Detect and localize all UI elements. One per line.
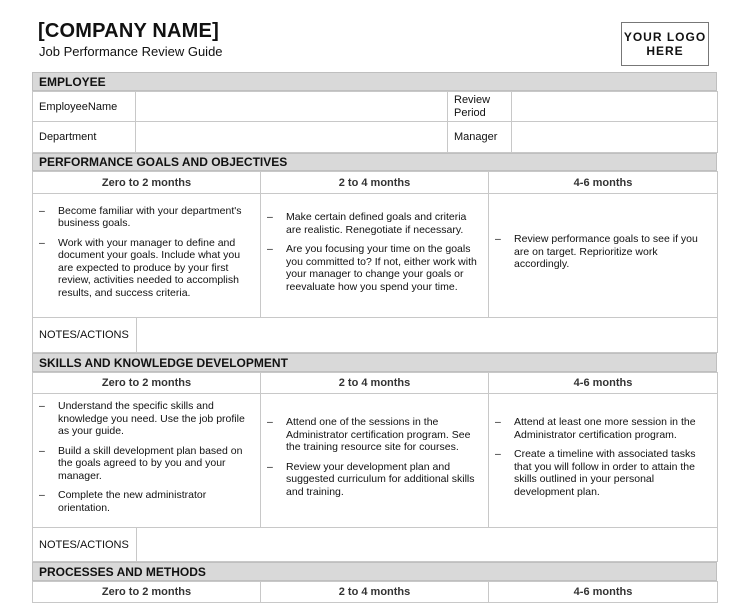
list-item: – Are you focusing your time on the goals you committed to? If not, either work with your manager to change your goals or reevaluate how you spend your time. (267, 243, 482, 293)
col-header-4-6-months: 4-6 months (489, 373, 718, 394)
skills-col3 (489, 394, 718, 528)
col-header-0-2-months: Zero to 2 months (33, 172, 261, 194)
list-item: – Become familiar with your department's business goals. (39, 205, 254, 230)
department-field[interactable] (136, 122, 448, 153)
skills-col2 (261, 394, 489, 528)
list-item: – Work with your manager to define and document your goals. Include what you are expected to produce by your first review, activities needed to accomplish results, and success criteria. (39, 237, 254, 300)
list-item: – Attend at least one more session in the Administrator certification program. (495, 416, 711, 441)
goals-table (32, 171, 718, 353)
list-item: – Build a skill development plan based on the goals agreed to by you and your manager. (39, 445, 254, 483)
company-name: [COMPANY NAME] (38, 20, 219, 42)
goals-col3 (489, 194, 718, 318)
list-item: – Complete the new administrator orientation. (39, 489, 254, 514)
department-label: Department (33, 122, 136, 153)
employee-name-field[interactable] (136, 92, 448, 122)
section-performance-goals: PERFORMANCE GOALS AND OBJECTIVES (32, 153, 717, 171)
processes-table (32, 581, 718, 603)
list-item: – Understand the specific skills and knowledge you need. Use the job profile as your guide. (39, 400, 254, 438)
list-item: – Review your development plan and suggested curriculum for additional skills and training. (267, 461, 482, 499)
skills-col1 (33, 394, 261, 528)
goals-notes-field[interactable] (137, 318, 718, 353)
goals-notes-label: NOTES/ACTIONS (33, 318, 137, 353)
col-header-2-4-months: 2 to 4 months (261, 373, 489, 394)
list-item: – Make certain defined goals and criteria are realistic. Renegotiate if necessary. (267, 211, 482, 236)
list-item: – Attend one of the sessions in the Administrator certification program. See the training resource site for courses. (267, 416, 482, 454)
col-header-0-2-months: Zero to 2 months (33, 373, 261, 394)
list-item: – Create a timeline with associated tasks that you will follow in order to attain the skills outlined in your personal development plan. (495, 448, 711, 498)
document-subtitle: Job Performance Review Guide (39, 44, 223, 59)
employee-name-label: EmployeeName (33, 92, 136, 122)
manager-label: Manager (448, 122, 512, 153)
list-item: – Review performance goals to see if you are on target. Reprioritize work accordingly. (495, 233, 711, 271)
goals-col2 (261, 194, 489, 318)
col-header-4-6-months: 4-6 months (489, 172, 718, 194)
logo-placeholder: YOUR LOGO HERE (621, 22, 709, 66)
section-processes: PROCESSES AND METHODS (32, 562, 717, 581)
section-skills: SKILLS AND KNOWLEDGE DEVELOPMENT (32, 353, 717, 372)
skills-table (32, 372, 718, 562)
manager-field[interactable] (512, 122, 718, 153)
review-period-label: Review Period (448, 92, 512, 122)
col-header-4-6-months: 4-6 months (489, 582, 718, 603)
goals-col1 (33, 194, 261, 318)
employee-table (32, 91, 718, 153)
col-header-2-4-months: 2 to 4 months (261, 172, 489, 194)
col-header-2-4-months: 2 to 4 months (261, 582, 489, 603)
skills-notes-field[interactable] (137, 528, 718, 562)
section-employee: EMPLOYEE (32, 72, 717, 91)
review-period-field[interactable] (512, 92, 718, 122)
skills-notes-label: NOTES/ACTIONS (33, 528, 137, 562)
col-header-0-2-months: Zero to 2 months (33, 582, 261, 603)
